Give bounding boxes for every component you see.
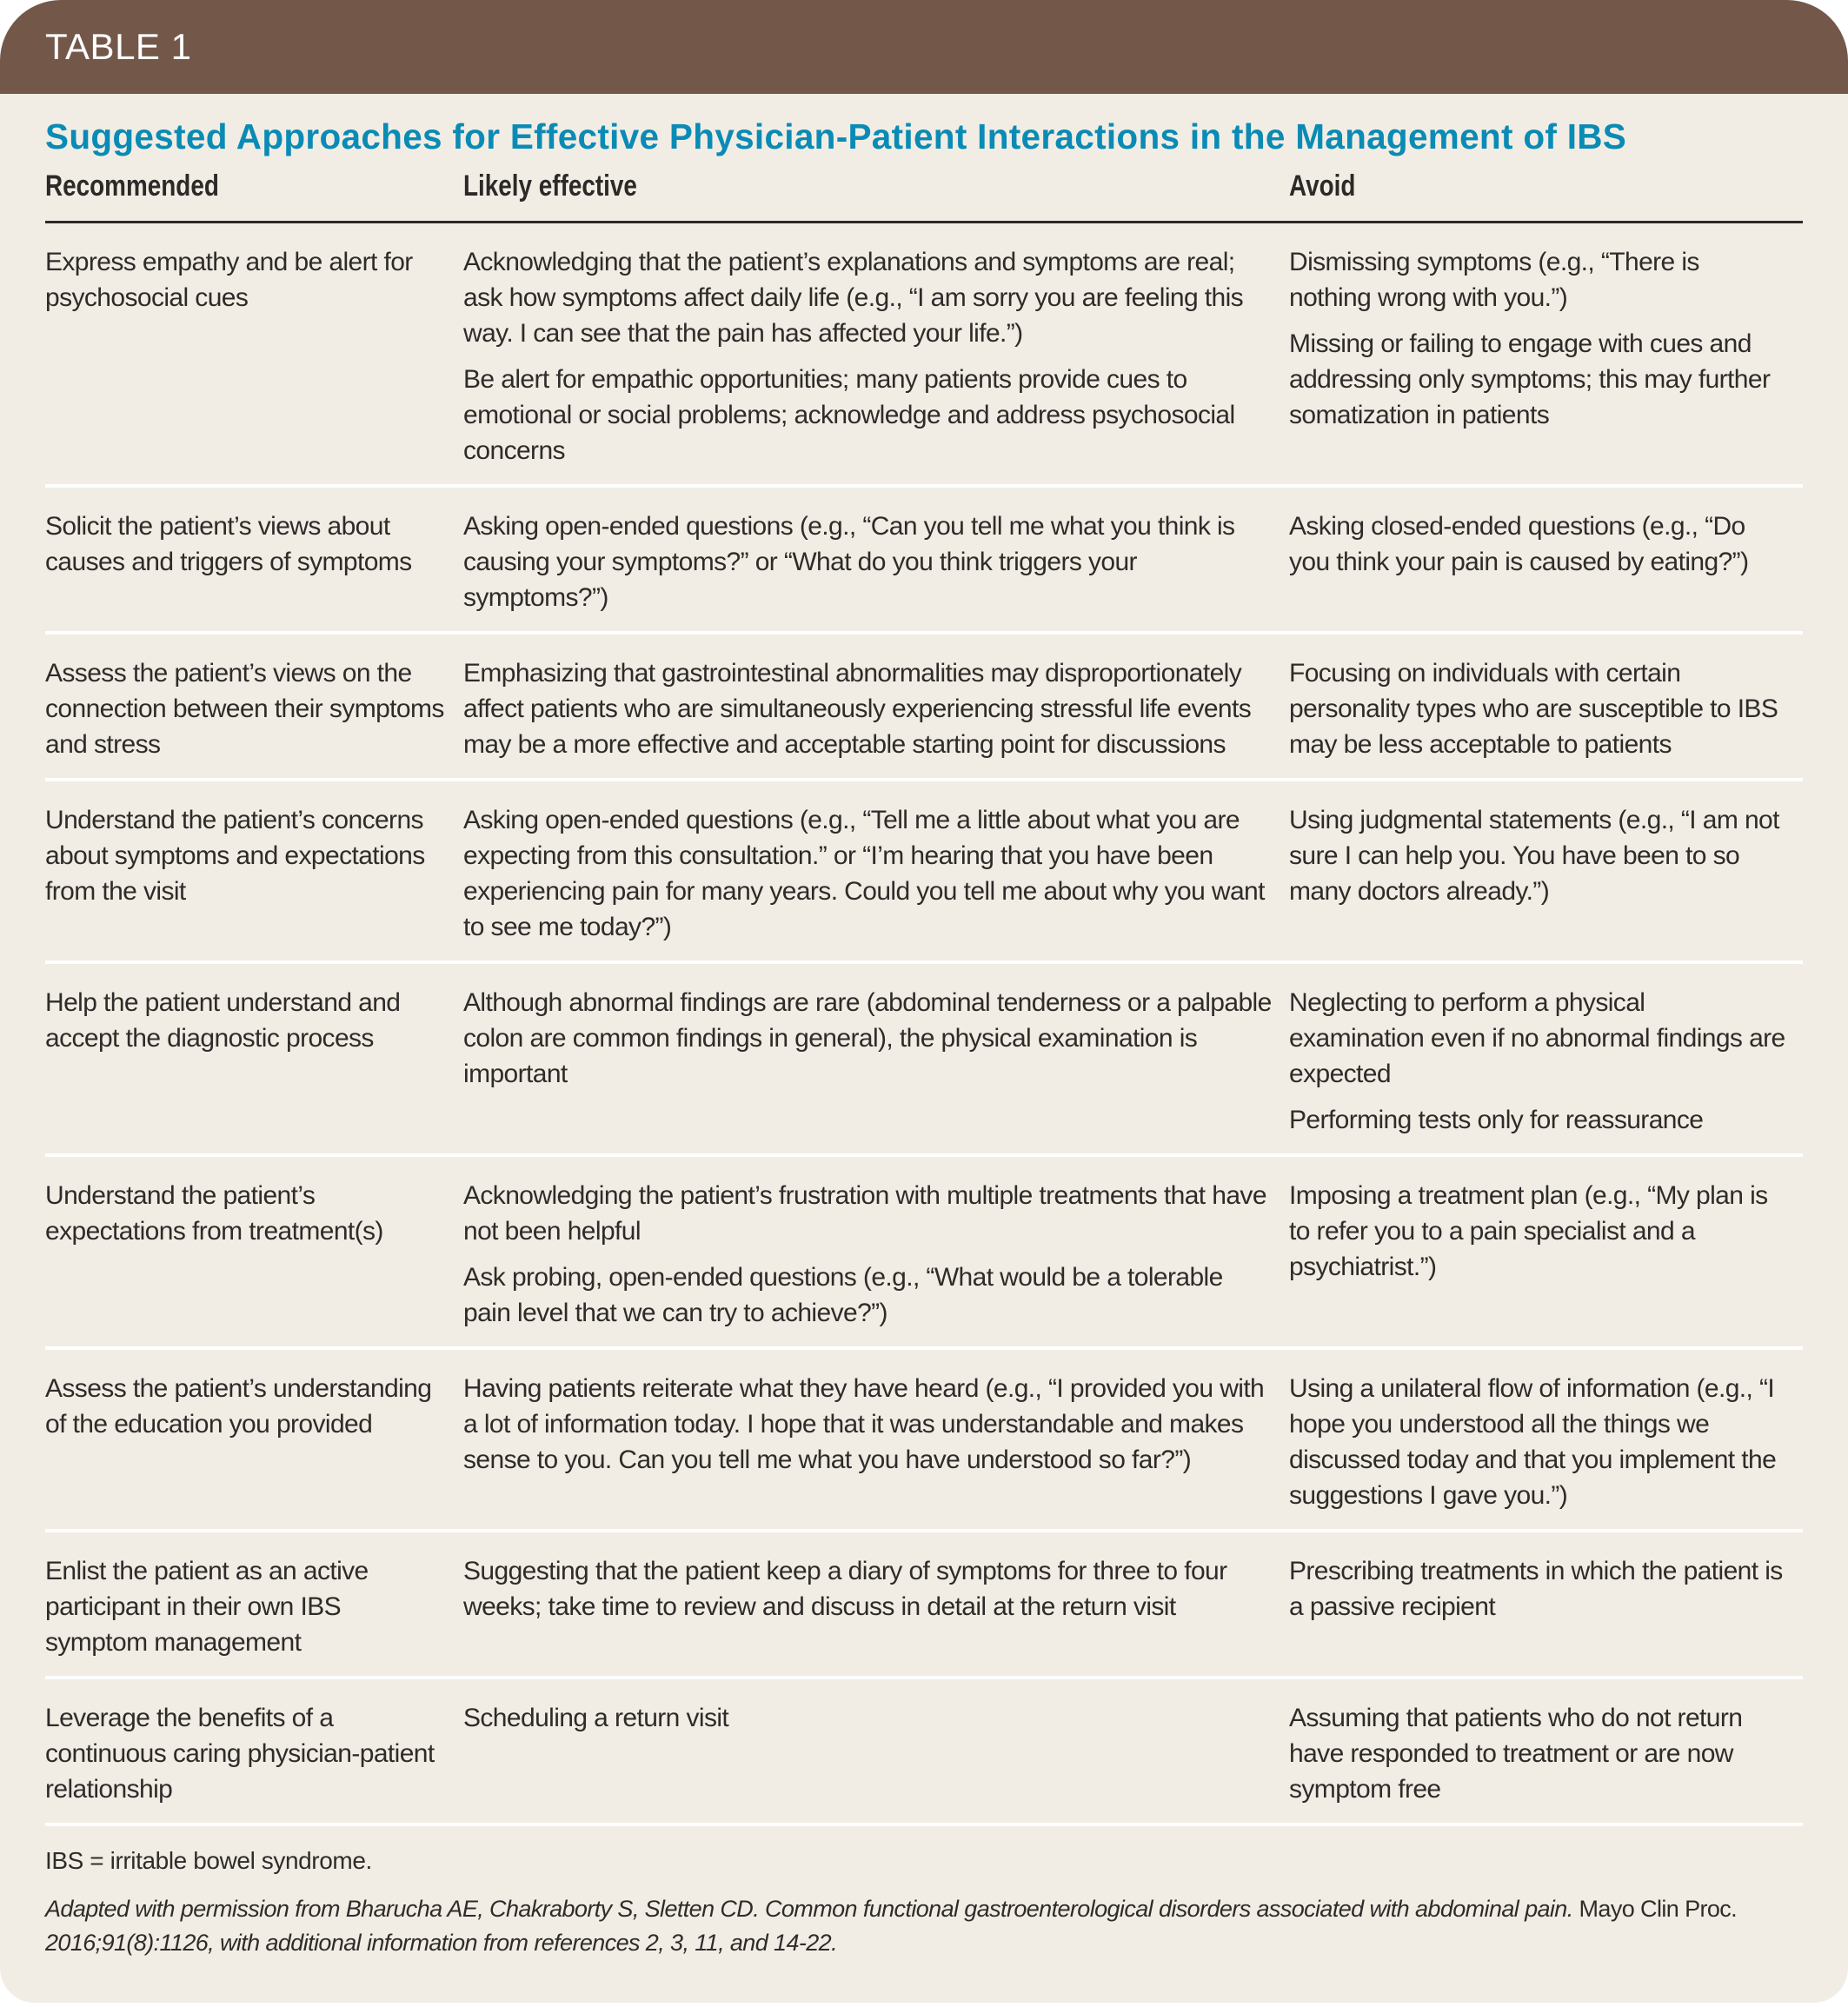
recommended-text: Understand the patient’s expectations from treatment(s) bbox=[45, 1181, 383, 1246]
recommended-text: Assess the patient’s views on the connection between their symptoms and stress bbox=[45, 659, 444, 759]
table-header-row bbox=[45, 169, 1803, 223]
cell-avoid bbox=[1289, 1553, 1803, 1660]
cell-recommended bbox=[45, 1371, 463, 1513]
cell-avoid bbox=[1289, 1178, 1803, 1331]
source-citation bbox=[45, 1892, 1810, 1960]
table-row bbox=[45, 1679, 1803, 1826]
avoid-text: Prescribing treatments in which the patient is a passive recipient bbox=[1289, 1557, 1783, 1621]
likely-effective-text: Having patients reiterate what they have heard (e.g., “I provided you with a lot of information today. I hope that it was understandable and makes sense to you. Can you tell me what you have understood so far?”) bbox=[463, 1374, 1265, 1474]
cell-recommended bbox=[45, 508, 463, 615]
table-row bbox=[45, 964, 1803, 1157]
cell-avoid bbox=[1289, 1371, 1803, 1513]
source-journal: Mayo Clin Proc. bbox=[1579, 1896, 1738, 1922]
column-header-avoid: Avoid bbox=[1289, 169, 1356, 203]
table-row bbox=[45, 1532, 1803, 1679]
approaches-table bbox=[45, 169, 1803, 1826]
abbreviation-note: IBS = irritable bowel syndrome. bbox=[45, 1847, 372, 1874]
table-footer bbox=[45, 1847, 1810, 1960]
recommended-text: Understand the patient’s concerns about symptoms and expectations from the visit bbox=[45, 806, 425, 906]
cell-likely-effective bbox=[463, 655, 1289, 762]
avoid-text: Assuming that patients who do not return have responded to treatment or are now symptom free bbox=[1289, 1704, 1743, 1804]
likely-effective-text: Ask probing, open-ended questions (e.g., “What would be a tolerable pain level that we can try to achieve?”) bbox=[463, 1263, 1223, 1327]
recommended-text: Leverage the benefits of a continuous caring physician-patient relationship bbox=[45, 1704, 435, 1804]
avoid-text: Performing tests only for reassurance bbox=[1289, 1106, 1704, 1134]
cell-likely-effective bbox=[463, 985, 1289, 1138]
likely-effective-text: Asking open-ended questions (e.g., “Can you tell me what you think is causing your symptoms?” or “What do you think triggers your symptoms?”) bbox=[463, 512, 1235, 612]
recommended-text: Enlist the patient as an active participant in their own IBS symptom management bbox=[45, 1557, 369, 1657]
cell-recommended bbox=[45, 1553, 463, 1660]
likely-effective-text: Asking open-ended questions (e.g., “Tell me a little about what you are expecting from this consultation.” or “I’m hearing that you have been experiencing pain for many years. Could you tell me about why you want to see me today?”) bbox=[463, 806, 1265, 941]
cell-recommended bbox=[45, 985, 463, 1138]
table-row bbox=[45, 635, 1803, 781]
source-citation-text: Adapted with permission from Bharucha AE, Chakraborty S, Sletten CD. Common functional gastroenterological disorders associated with abdominal pain. bbox=[45, 1896, 1579, 1922]
table-row bbox=[45, 1157, 1803, 1350]
avoid-text: Dismissing symptoms (e.g., “There is nothing wrong with you.”) bbox=[1289, 248, 1699, 312]
cell-likely-effective bbox=[463, 1371, 1289, 1513]
likely-effective-text: Although abnormal findings are rare (abdominal tenderness or a palpable colon are common findings in general), the physical examination is important bbox=[463, 988, 1272, 1088]
avoid-text: Using a unilateral flow of information (e.g., “I hope you understood all the things we discussed today and that you implement the suggestions I gave you.”) bbox=[1289, 1374, 1777, 1510]
cell-likely-effective bbox=[463, 244, 1289, 469]
recommended-text: Help the patient understand and accept the diagnostic process bbox=[45, 988, 401, 1053]
cell-likely-effective bbox=[463, 1178, 1289, 1331]
cell-likely-effective bbox=[463, 802, 1289, 945]
likely-effective-text: Emphasizing that gastrointestinal abnormalities may disproportionately affect patients who are simultaneously experiencing stressful life events may be a more effective and acceptable starting point for discussions bbox=[463, 659, 1252, 759]
cell-recommended bbox=[45, 1700, 463, 1807]
likely-effective-text: Acknowledging the patient’s frustration with multiple treatments that have not been helpful bbox=[463, 1181, 1266, 1246]
avoid-text: Focusing on individuals with certain personality types who are susceptible to IBS may be less acceptable to patients bbox=[1289, 659, 1778, 759]
likely-effective-text: Suggesting that the patient keep a diary of symptoms for three to four weeks; take time to review and discuss in detail at the return visit bbox=[463, 1557, 1227, 1621]
avoid-text: Imposing a treatment plan (e.g., “My plan is to refer you to a pain specialist and a psychiatrist.”) bbox=[1289, 1181, 1768, 1281]
source-citation-details: 2016;91(8):1126, with additional information from references 2, 3, 11, and 14-22. bbox=[45, 1930, 837, 1956]
table-row bbox=[45, 781, 1803, 964]
cell-likely-effective bbox=[463, 1700, 1289, 1807]
table-title: Suggested Approaches for Effective Physician-Patient Interactions in the Management of IBS bbox=[45, 116, 1627, 156]
cell-likely-effective bbox=[463, 508, 1289, 615]
cell-avoid bbox=[1289, 1700, 1803, 1807]
likely-effective-text: Scheduling a return visit bbox=[463, 1704, 729, 1732]
avoid-text: Neglecting to perform a physical examination even if no abnormal findings are expected bbox=[1289, 988, 1785, 1088]
cell-avoid bbox=[1289, 985, 1803, 1138]
avoid-text: Asking closed-ended questions (e.g., “Do you think your pain is caused by eating?”) bbox=[1289, 512, 1749, 576]
avoid-text: Missing or failing to engage with cues and addressing only symptoms; this may further somatization in patients bbox=[1289, 329, 1771, 429]
column-header-likely-effective: Likely effective bbox=[463, 169, 637, 203]
table-row bbox=[45, 1350, 1803, 1532]
avoid-text: Using judgmental statements (e.g., “I am not sure I can help you. You have been to so many doctors already.”) bbox=[1289, 806, 1779, 906]
recommended-text: Express empathy and be alert for psychosocial cues bbox=[45, 248, 413, 312]
cell-avoid bbox=[1289, 244, 1803, 469]
table-row bbox=[45, 223, 1803, 488]
table-label-band bbox=[0, 0, 1848, 94]
cell-recommended bbox=[45, 244, 463, 469]
cell-avoid bbox=[1289, 508, 1803, 615]
cell-recommended bbox=[45, 802, 463, 945]
cell-likely-effective bbox=[463, 1553, 1289, 1660]
table-label: TABLE 1 bbox=[45, 26, 192, 67]
cell-avoid bbox=[1289, 802, 1803, 945]
likely-effective-text: Acknowledging that the patient’s explanations and symptoms are real; ask how symptoms affect daily life (e.g., “I am sorry you are feeling this way. I can see that the pain has affected your life.”) bbox=[463, 248, 1244, 348]
table-row bbox=[45, 488, 1803, 635]
cell-avoid bbox=[1289, 655, 1803, 762]
table-body bbox=[45, 223, 1803, 1826]
cell-recommended bbox=[45, 1178, 463, 1331]
recommended-text: Solicit the patient’s views about causes and triggers of symptoms bbox=[45, 512, 412, 576]
column-header-recommended: Recommended bbox=[45, 169, 219, 203]
likely-effective-text: Be alert for empathic opportunities; many patients provide cues to emotional or social problems; acknowledge and address psychosocial concerns bbox=[463, 365, 1235, 465]
recommended-text: Assess the patient’s understanding of the education you provided bbox=[45, 1374, 432, 1439]
cell-recommended bbox=[45, 655, 463, 762]
